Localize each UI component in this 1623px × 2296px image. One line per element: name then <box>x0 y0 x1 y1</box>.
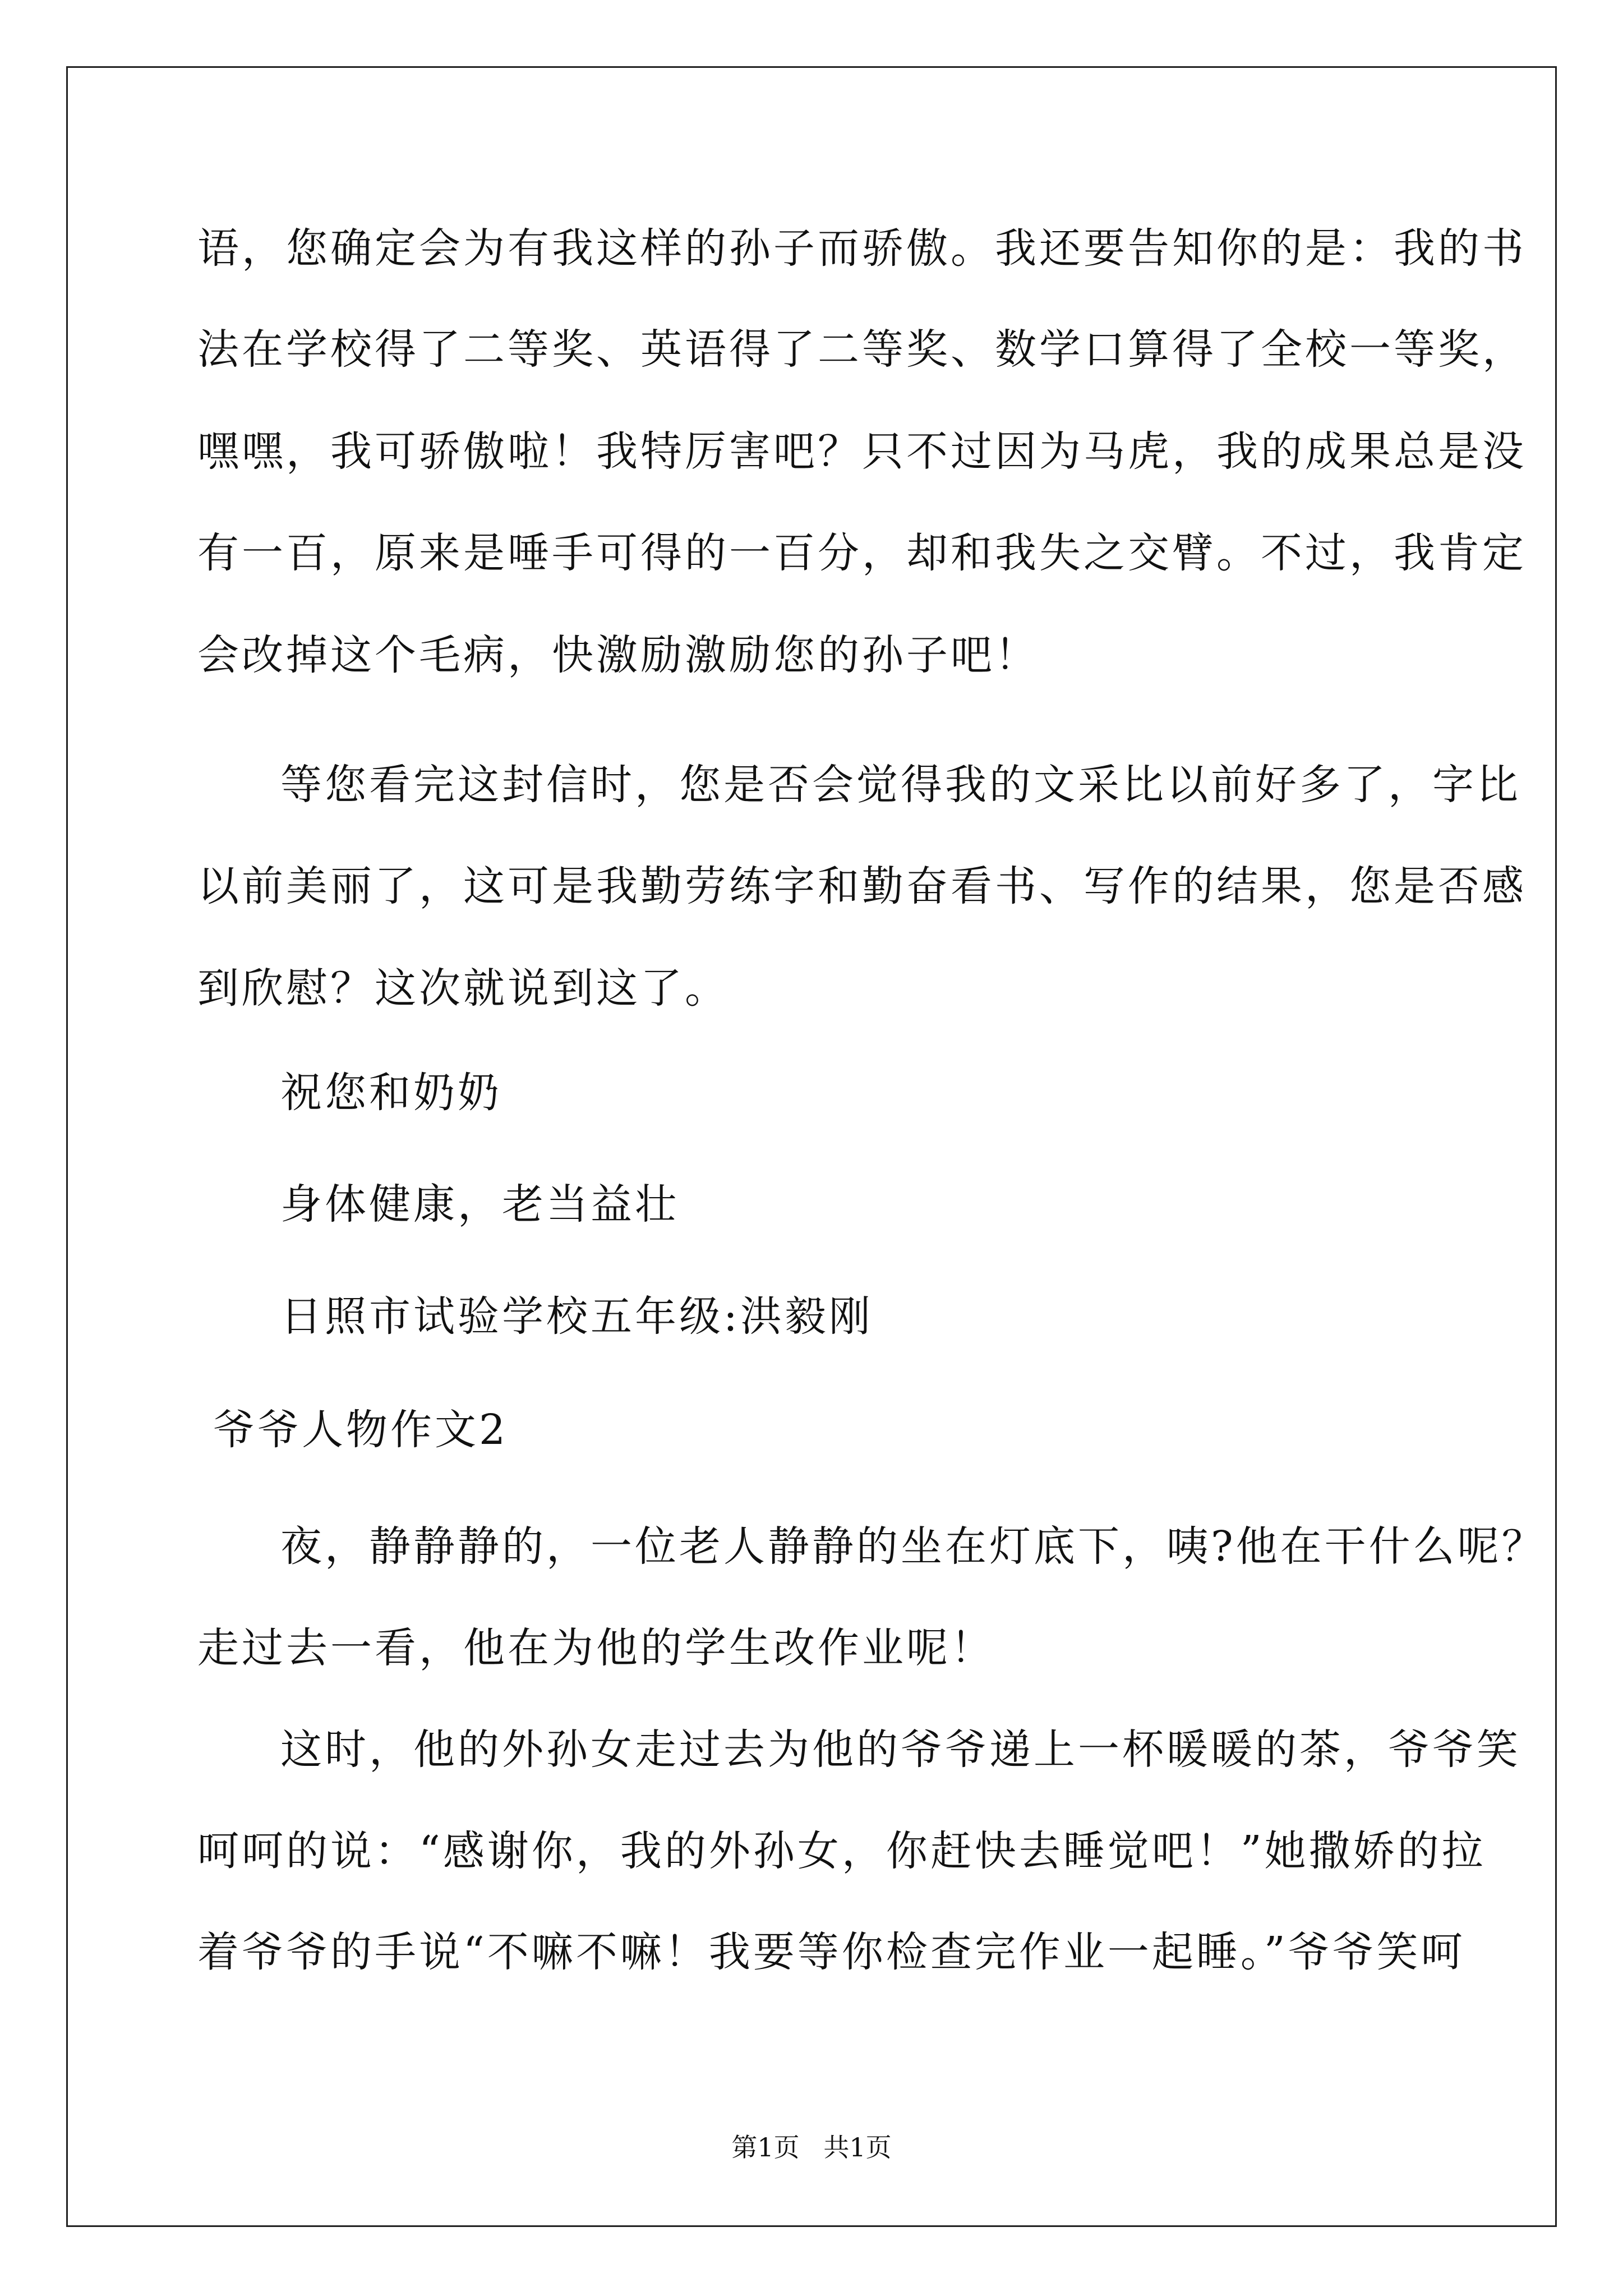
closing-wish: 身体健康，老当益壮 <box>280 1180 679 1228</box>
text-line: 嘿嘿，我可骄傲啦！我特厉害吧？只不过因为马虎，我的成果总是没 <box>197 427 1527 476</box>
text-line: 着爷爷的手说“不嘛不嘛！我要等你检查完作业一起睡。”爷爷笑呵 <box>197 1928 1465 1976</box>
text-line: 呵呵的说：“感谢你，我的外孙女，你赶快去睡觉吧！”她撒娇的拉 <box>197 1827 1486 1875</box>
text-line: 会改掉这个毛病，快激励激励您的孙子吧！ <box>197 631 1039 679</box>
closing-salutation: 祝您和奶奶 <box>280 1069 502 1117</box>
text-line: 语，您确定会为有我这样的孙子而骄傲。我还要告知你的是：我的书 <box>197 224 1527 273</box>
paragraph-first-line: 这时，他的外孙女走过去为他的爷爷递上一杯暖暖的茶，爷爷笑 <box>280 1726 1521 1774</box>
text-line: 到欣慰？这次就说到这了。 <box>197 964 729 1013</box>
text-line: 以前美丽了，这可是我勤劳练字和勤奋看书、写作的结果，您是否感 <box>197 862 1527 910</box>
signature-line: 日照市试验学校五年级:洪毅刚 <box>280 1292 873 1341</box>
text-line: 法在学校得了二等奖、英语得了二等奖、数学口算得了全校一等奖， <box>197 325 1527 374</box>
text-line: 有一百，原来是唾手可得的一百分，却和我失之交臂。不过，我肯定 <box>197 529 1527 577</box>
page-total: 共1页 <box>823 2132 892 2162</box>
section-heading: 爷爷人物作文2 <box>213 1406 509 1454</box>
text-line: 走过去一看，他在为他的学生改作业呢！ <box>197 1624 995 1672</box>
page-number: 第1页 <box>731 2132 800 2162</box>
page-border <box>66 66 1557 2227</box>
paragraph-first-line: 夜，静静静的，一位老人静静的坐在灯底下，咦?他在干什么呢？ <box>280 1522 1546 1571</box>
paragraph-first-line: 等您看完这封信时，您是否会觉得我的文采比以前好多了，字比 <box>280 761 1521 809</box>
page-footer <box>0 2131 1623 2164</box>
